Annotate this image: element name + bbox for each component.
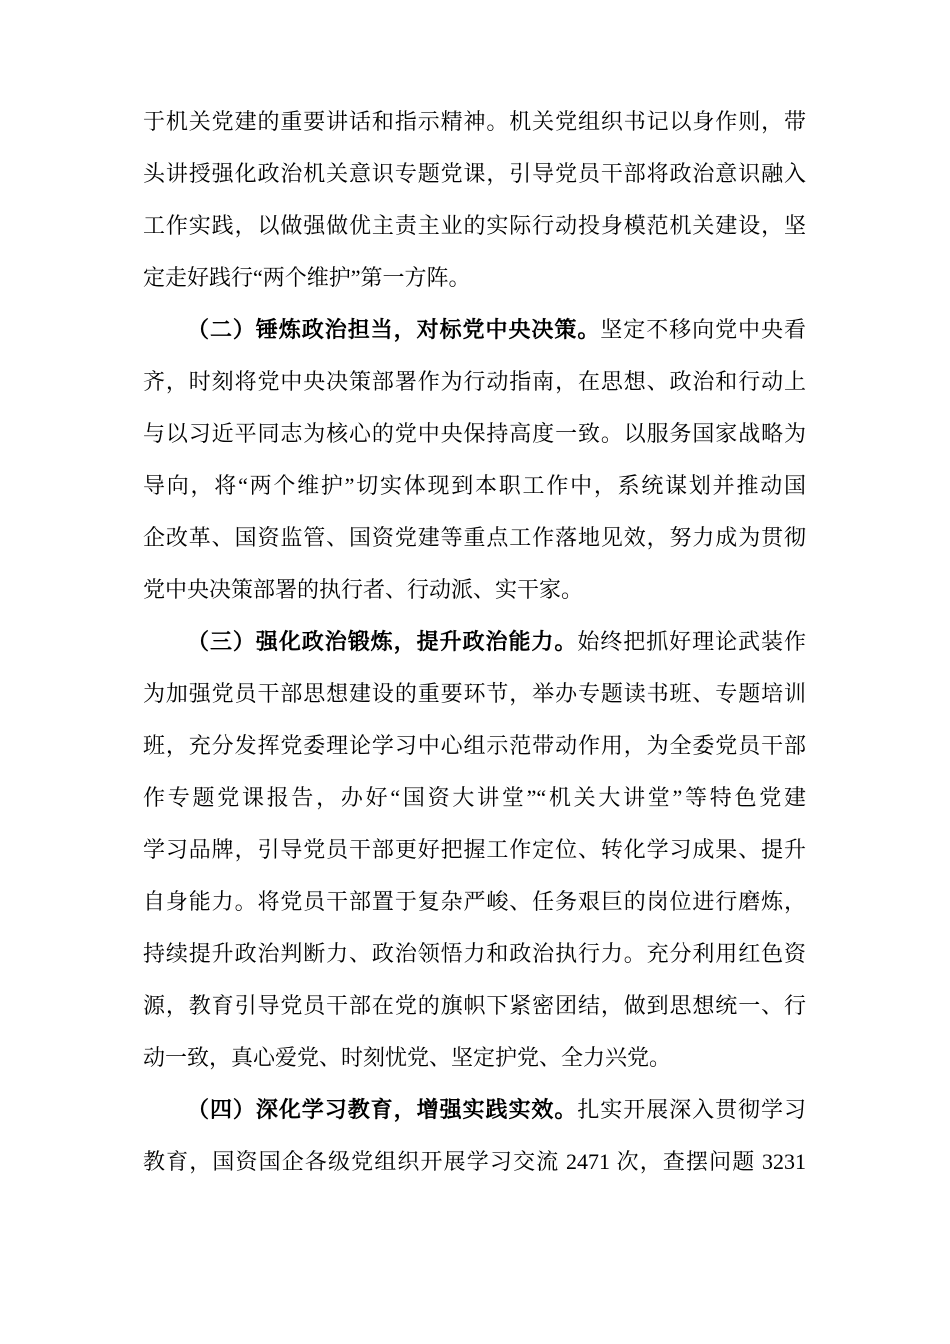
text-line: 学习品牌，引导党员干部更好把握工作定位、转化学习成果、提升 [143,837,806,862]
text-line: 持续提升政治判断力、政治领悟力和政治执行力。充分利用红色资 [143,941,806,966]
text-line: 作专题党课报告，办好“国资大讲堂”“机关大讲堂”等特色党建 [143,785,806,810]
text-line: 为加强党员干部思想建设的重要环节，举办专题读书班、专题培训 [143,681,806,706]
paragraph-heading-line [143,304,806,356]
text-line: 企改革、国资监管、国资党建等重点工作落地见效，努力成为贯彻 [143,525,806,550]
text-segment: 扎实开展深入贯彻学习 [577,1097,806,1122]
paragraph-heading-line [143,616,806,668]
text-line: 源，教育引导党员干部在党的旗帜下紧密团结，做到思想统一、行 [143,993,806,1018]
text-line: 班，充分发挥党委理论学习中心组示范带动作用，为全委党员干部 [143,733,806,758]
paragraph-heading-line [143,1084,806,1136]
text-line: 动一致，真心爱党、时刻忧党、坚定护党、全力兴党。 [143,1045,672,1070]
text-line: 导向，将“两个维护”切实体现到本职工作中，系统谋划并推动国 [143,473,806,498]
text-line: 自身能力。将党员干部置于复杂严峻、任务艰巨的岗位进行磨炼， [143,889,806,914]
text-line: 党中央决策部署的执行者、行动派、实干家。 [143,577,584,602]
text-segment: 始终把抓好理论武装作 [577,629,806,654]
text-line: 与以习近平同志为核心的党中央保持高度一致。以服务国家战略为 [143,421,806,446]
text-line: 定走好践行“两个维护”第一方阵。 [143,265,471,290]
section-heading-4: （四）深化学习教育，增强实践实效。 [187,1097,578,1122]
text-line: 于机关党建的重要讲话和指示精神。机关党组织书记以身作则，带 [143,109,806,134]
text-line: 齐，时刻将党中央决策部署作为行动指南，在思想、政治和行动上 [143,369,806,394]
text-line: 工作实践，以做强做优主责主业的实际行动投身模范机关建设，坚 [143,213,806,238]
section-heading-2: （二）锤炼政治担当，对标党中央决策。 [187,317,601,342]
document-body [143,96,806,1188]
text-segment: 坚定不移向党中央看 [600,317,806,342]
text-line: 头讲授强化政治机关意识专题党课，引导党员干部将政治意识融入 [143,161,806,186]
text-line: 教育，国资国企各级党组织开展学习交流 2471 次，查摆问题 3231 [143,1149,806,1174]
section-heading-3: （三）强化政治锻炼，提升政治能力。 [187,629,578,654]
